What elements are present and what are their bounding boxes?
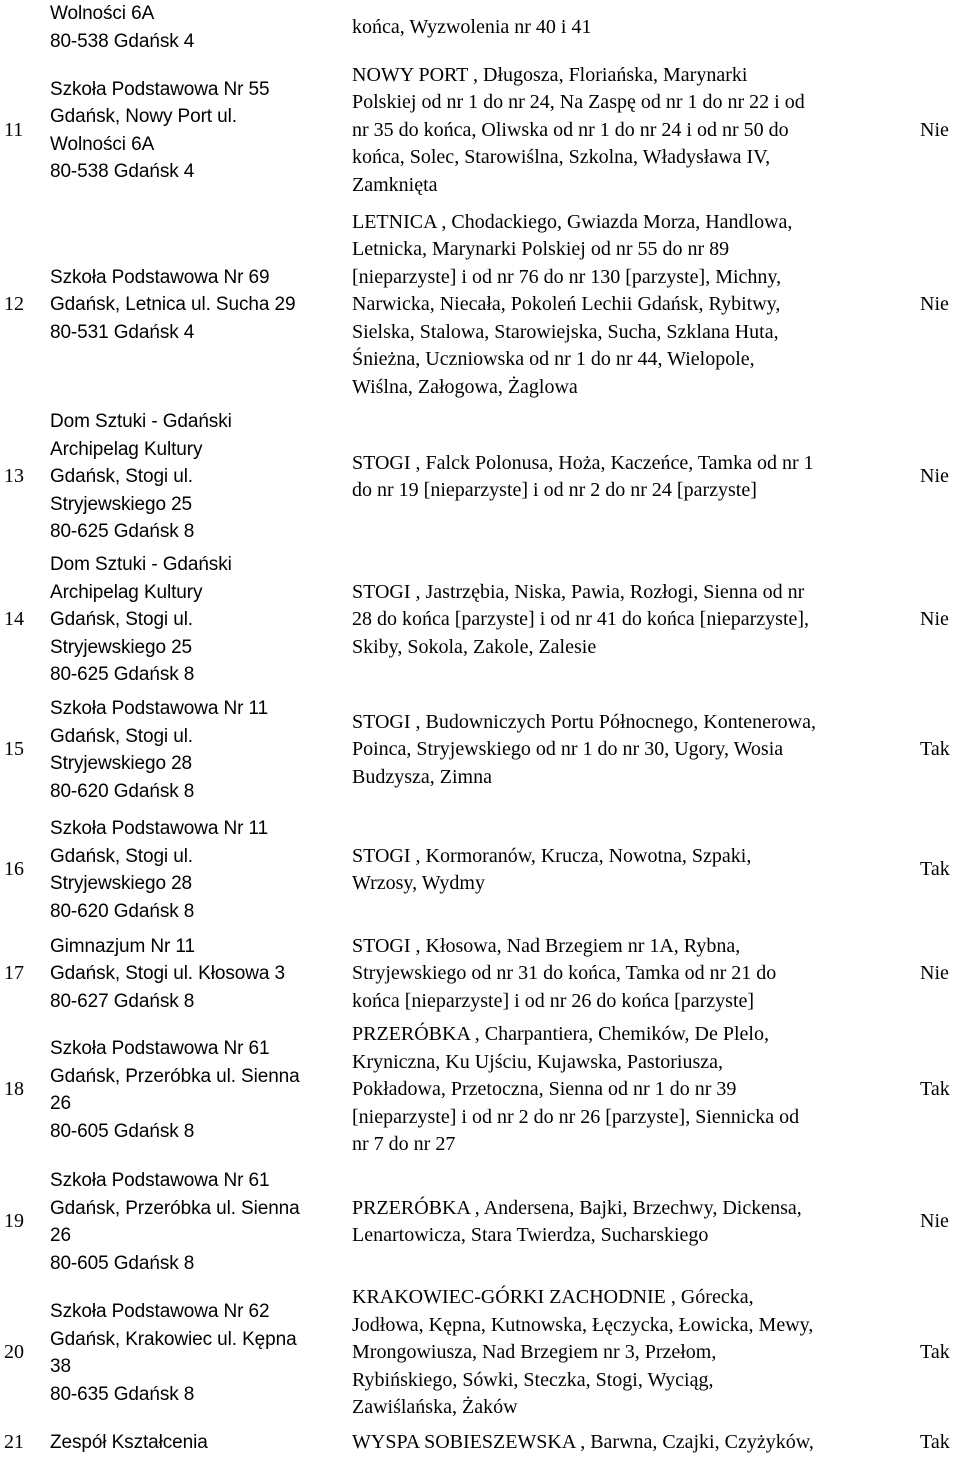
address-line: Szkoła Podstawowa Nr 61 xyxy=(50,1170,270,1191)
address-line: Gdańsk, Letnica ul. Sucha 29 xyxy=(50,294,296,316)
polling-station-address xyxy=(50,205,342,405)
polling-station-address xyxy=(50,1428,342,1457)
streets-line: STOGI , Budowniczych Portu Północnego, Kontenerowa, xyxy=(352,710,817,733)
streets-line: Rybińskiego, Sówki, Steczka, Stogi, Wyciąg, xyxy=(352,1368,714,1391)
streets-line: do nr 19 [nieparzyste] i od nr 2 do nr 24 [parzyste] xyxy=(352,479,757,501)
address-line: 80-538 Gdańsk 4 xyxy=(50,161,195,182)
address-line: Stryjewskiego 28 xyxy=(50,753,193,774)
address-line: 80-625 Gdańsk 8 xyxy=(50,521,195,543)
accessibility-flag: Tak xyxy=(920,1430,950,1453)
address-line: Gimnazjum Nr 11 xyxy=(50,935,195,957)
table-row xyxy=(0,930,960,1018)
address-line: Gdańsk, Stogi ul. xyxy=(50,725,193,747)
streets-line: Pokładowa, Przetoczna, Sienna od nr 1 do nr 39 xyxy=(352,1078,737,1101)
address-line: 80-605 Gdańsk 8 xyxy=(50,1252,195,1274)
district-number: 18 xyxy=(4,1078,24,1101)
district-streets xyxy=(352,1282,912,1424)
address-line: Gdańsk, Stogi ul. Kłosowa 3 xyxy=(50,963,285,985)
streets-line: Zamknięta xyxy=(352,173,438,196)
accessibility-flag xyxy=(920,0,960,55)
address-line: 38 xyxy=(50,1356,71,1377)
streets-line: Lenartowicza, Stara Twierdza, Sucharskiego xyxy=(352,1224,709,1246)
district-streets xyxy=(352,407,912,547)
streets-line: końca, Wyzwolenia nr 40 i 41 xyxy=(352,15,592,38)
address-line: Szkoła Podstawowa Nr 11 xyxy=(50,698,269,719)
address-line: Gdańsk, Stogi ul. xyxy=(50,609,193,631)
district-streets xyxy=(352,1428,912,1457)
district-number: 21 xyxy=(4,1430,24,1453)
district-streets xyxy=(352,1166,912,1278)
address-line: Szkoła Podstawowa Nr 69 xyxy=(50,266,270,288)
accessibility-flag: Nie xyxy=(920,608,949,631)
address-line: 80-625 Gdańsk 8 xyxy=(50,664,195,686)
table-row xyxy=(0,550,960,690)
table-row xyxy=(0,1166,960,1278)
streets-line: Śnieżna, Uczniowska od nr 1 do nr 44, Wielopole, xyxy=(352,348,755,371)
polling-station-address xyxy=(50,812,342,928)
district-number: 13 xyxy=(4,465,24,488)
polling-station-address xyxy=(50,550,342,690)
address-line: Szkoła Podstawowa Nr 62 xyxy=(50,1301,270,1322)
address-line: Archipelag Kultury xyxy=(50,438,203,460)
streets-line: końca, Solec, Starowiślna, Szkolna, Władysława IV, xyxy=(352,146,771,169)
polling-station-address xyxy=(50,1282,342,1424)
streets-line: KRAKOWIEC-GÓRKI ZACHODNIE , Górecka, xyxy=(352,1286,754,1309)
accessibility-flag: Nie xyxy=(920,1210,949,1233)
district-number: 20 xyxy=(4,1341,24,1364)
table-row xyxy=(0,1428,960,1457)
streets-line: LETNICA , Chodackiego, Gwiazda Morza, Handlowa, xyxy=(352,210,793,233)
accessibility-flag: Tak xyxy=(920,738,950,761)
district-number: 16 xyxy=(4,858,24,881)
address-line: Szkoła Podstawowa Nr 61 xyxy=(50,1038,270,1059)
address-line: Szkoła Podstawowa Nr 55 xyxy=(50,78,270,100)
district-streets xyxy=(352,0,912,55)
address-line: Dom Sztuki - Gdański xyxy=(50,554,232,576)
polling-station-address xyxy=(50,930,342,1018)
streets-line: Sielska, Stalowa, Starowiejska, Sucha, Szklana Huta, xyxy=(352,320,779,343)
table-row xyxy=(0,407,960,547)
streets-line: Budzysza, Zimna xyxy=(352,765,492,788)
streets-line: Stryjewskiego od nr 31 do końca, Tamka od nr 21 do xyxy=(352,962,777,985)
address-line: Gdańsk, Stogi ul. xyxy=(50,466,193,488)
streets-line: STOGI , Jastrzębia, Niska, Pawia, Rozłogi, Sienna od nr xyxy=(352,580,805,603)
address-line: 80-531 Gdańsk 4 xyxy=(50,321,195,343)
table-row xyxy=(0,205,960,405)
streets-line: STOGI , Kormoranów, Krucza, Nowotna, Szpaki, xyxy=(352,844,752,867)
district-streets xyxy=(352,205,912,405)
streets-line: nr 35 do końca, Oliwska od nr 1 do nr 24 i od nr 50 do xyxy=(352,118,789,141)
district-number: 15 xyxy=(4,738,24,761)
district-streets xyxy=(352,58,912,203)
accessibility-flag: Nie xyxy=(920,465,949,488)
district-number: 12 xyxy=(4,293,24,316)
streets-line: nr 7 do nr 27 xyxy=(352,1133,456,1156)
streets-line: [nieparzyste] i od nr 76 do nr 130 [parzyste], Michny, xyxy=(352,265,782,288)
table-row xyxy=(0,0,960,55)
district-streets xyxy=(352,930,912,1018)
streets-line: [nieparzyste] i od nr 2 do nr 26 [parzyste], Siennicka od xyxy=(352,1105,800,1128)
address-line: 80-620 Gdańsk 8 xyxy=(50,780,195,802)
streets-line: Wrzosy, Wydmy xyxy=(352,872,485,894)
district-streets xyxy=(352,812,912,928)
address-line: Wolności 6A xyxy=(50,3,155,24)
streets-line: STOGI , Falck Polonusa, Hoża, Kaczeńce, Tamka od nr 1 xyxy=(352,451,814,474)
address-line: Stryjewskiego 28 xyxy=(50,873,193,894)
table-row xyxy=(0,58,960,203)
address-line: Gdańsk, Przeróbka ul. Sienna xyxy=(50,1197,300,1219)
streets-line: Mrongowiusza, Nad Brzegiem nr 3, Przełom, xyxy=(352,1341,717,1364)
streets-line: Poinca, Stryjewskiego od nr 1 do nr 30, Ugory, Wosia xyxy=(352,738,784,761)
address-line: Szkoła Podstawowa Nr 11 xyxy=(50,818,269,839)
streets-line: WYSPA SOBIESZEWSKA , Barwna, Czajki, Czyżyków, xyxy=(352,1430,814,1453)
address-line: Stryjewskiego 25 xyxy=(50,493,193,515)
streets-line: 28 do końca [parzyste] i od nr 41 do końca [nieparzyste], xyxy=(352,608,810,631)
accessibility-flag: Tak xyxy=(920,858,950,881)
streets-line: Kryniczna, Ku Ujściu, Kujawska, Pastoriusza, xyxy=(352,1050,724,1073)
table-row xyxy=(0,812,960,928)
district-streets xyxy=(352,550,912,690)
accessibility-flag: Nie xyxy=(920,118,949,141)
streets-line: NOWY PORT , Długosza, Floriańska, Marynarki xyxy=(352,63,748,86)
polling-station-address xyxy=(50,1166,342,1278)
polling-station-address xyxy=(50,58,342,203)
streets-line: Zawiślańska, Żaków xyxy=(352,1396,518,1419)
polling-station-address xyxy=(50,694,342,806)
address-line: Zespół Kształcenia xyxy=(50,1431,208,1453)
district-number: 19 xyxy=(4,1210,24,1233)
accessibility-flag: Tak xyxy=(920,1341,950,1364)
streets-line: PRZERÓBKA , Andersena, Bajki, Brzechwy, Dickensa, xyxy=(352,1196,802,1219)
address-line: Archipelag Kultury xyxy=(50,581,203,603)
address-line: Gdańsk, Stogi ul. xyxy=(50,845,193,867)
streets-line: PRZERÓBKA , Charpantiera, Chemików, De Plelo, xyxy=(352,1023,769,1046)
district-number: 11 xyxy=(4,118,24,141)
address-line: 80-605 Gdańsk 8 xyxy=(50,1120,195,1142)
table-row xyxy=(0,694,960,806)
polling-station-address xyxy=(50,0,342,55)
address-line: 26 xyxy=(50,1093,71,1114)
district-number xyxy=(4,0,44,55)
streets-line: Wiślna, Załogowa, Żaglowa xyxy=(352,375,578,398)
address-line: Gdańsk, Przeróbka ul. Sienna xyxy=(50,1065,300,1087)
district-streets xyxy=(352,694,912,806)
address-line: 80-627 Gdańsk 8 xyxy=(50,990,195,1012)
address-line: Stryjewskiego 25 xyxy=(50,636,193,658)
streets-line: Narwicka, Niecała, Pokoleń Lechii Gdańsk, Rybitwy, xyxy=(352,293,781,316)
streets-line: końca [nieparzyste] i od nr 26 do końca [parzyste] xyxy=(352,989,755,1012)
polling-station-address xyxy=(50,407,342,547)
polling-station-address xyxy=(50,1020,342,1160)
streets-line: Letnicka, Marynarki Polskiej od nr 55 do nr 89 xyxy=(352,238,730,261)
streets-line: STOGI , Kłosowa, Nad Brzegiem nr 1A, Rybna, xyxy=(352,934,741,957)
address-line: 80-635 Gdańsk 8 xyxy=(50,1383,195,1405)
address-line: Gdańsk, Nowy Port ul. xyxy=(50,106,237,127)
address-line: 26 xyxy=(50,1225,71,1246)
district-number: 14 xyxy=(4,608,24,631)
address-line: 80-620 Gdańsk 8 xyxy=(50,900,195,922)
accessibility-flag: Nie xyxy=(920,293,949,316)
table-row xyxy=(0,1020,960,1160)
table-row xyxy=(0,1282,960,1424)
district-number: 17 xyxy=(4,962,24,985)
address-line: Gdańsk, Krakowiec ul. Kępna xyxy=(50,1328,297,1350)
accessibility-flag: Tak xyxy=(920,1078,950,1101)
streets-line: Jodłowa, Kępna, Kutnowska, Łęczycka, Łowicka, Mewy, xyxy=(352,1313,814,1336)
accessibility-flag: Nie xyxy=(920,962,949,985)
streets-line: Skiby, Sokola, Zakole, Zalesie xyxy=(352,635,597,658)
streets-line: Polskiej od nr 1 do nr 24, Na Zaspę od nr 1 do nr 22 i od xyxy=(352,91,805,114)
district-streets xyxy=(352,1020,912,1160)
address-line: 80-538 Gdańsk 4 xyxy=(50,30,195,52)
address-line: Dom Sztuki - Gdański xyxy=(50,411,232,433)
address-line: Wolności 6A xyxy=(50,133,155,155)
